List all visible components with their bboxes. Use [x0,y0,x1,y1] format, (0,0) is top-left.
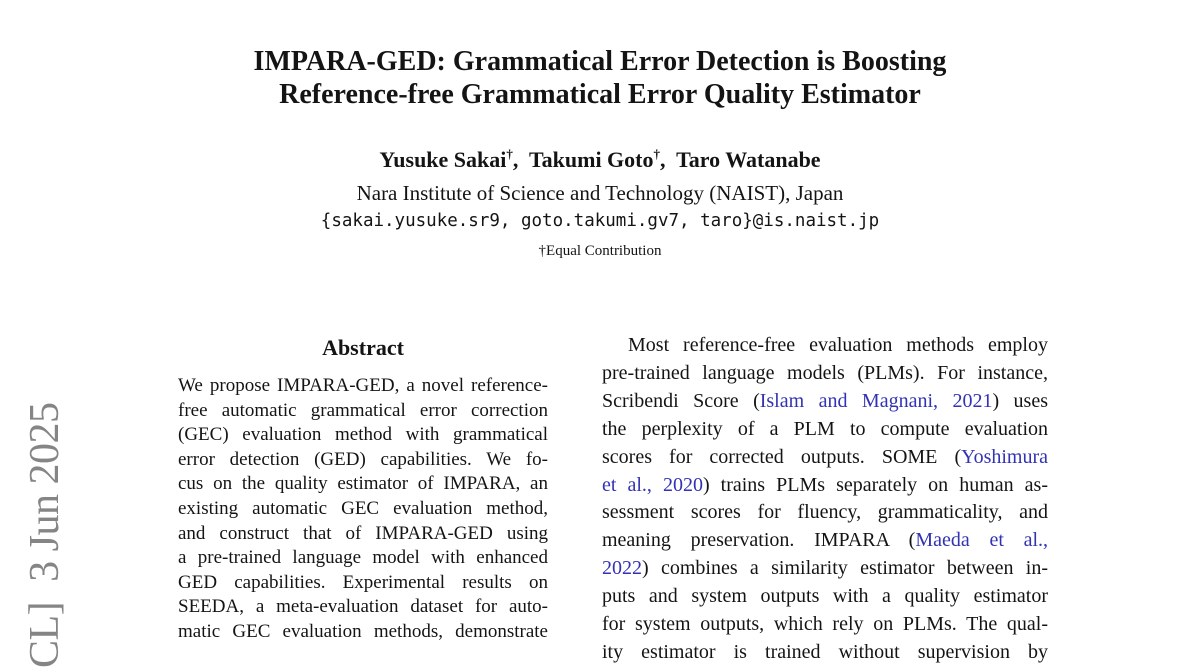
author-name: Yusuke Sakai [379,147,506,172]
author-name: , Takumi Goto [513,147,654,172]
abstract-section [178,334,548,645]
text-line [602,639,1048,667]
text-segment: cus on the quality estimator of IMPARA, an [178,473,548,494]
text-line [602,611,1048,639]
citation-link[interactable]: Islam and Magnani, 2021 [760,390,993,412]
text-line [178,546,548,571]
text-segment: error detection (GED) capabilities. We fo- [178,449,548,470]
text-segment: Most reference-free evaluation methods employ [628,334,1048,356]
text-segment: ) uses [992,390,1048,412]
text-segment: Scribendi Score ( [602,390,760,412]
text-segment: the perplexity of a PLM to compute evaluation [602,418,1048,440]
citation-link[interactable]: Yoshimura [961,446,1048,468]
text-line [178,497,548,522]
equal-contribution-note: †Equal Contribution [0,242,1200,260]
authors-line [0,147,1200,173]
text-line [178,374,548,399]
text-line [602,472,1048,500]
text-segment: and construct that of IMPARA-GED using [178,523,548,544]
citation-link[interactable]: 2022 [602,557,642,579]
text-line [178,448,548,473]
text-segment: ) trains PLMs separately on human as- [703,474,1048,496]
author-dagger: † [654,147,661,162]
affiliation: Nara Institute of Science and Technology (NAIST), Japan [0,181,1200,205]
text-segment: GED capabilities. Experimental results on [178,572,548,593]
text-segment: (GEC) evaluation method with grammatical [178,424,548,445]
text-line [602,499,1048,527]
text-segment: for system outputs, which rely on PLMs. The qual- [602,613,1048,635]
email-line: {sakai.yusuke.sr9, goto.takumi.gv7, taro}@is.naist.jp [0,210,1200,232]
text-segment: ity estimator is trained without supervision by [602,641,1048,663]
text-line [178,595,548,620]
citation-link[interactable]: et al., 2020 [602,474,703,496]
text-line [602,444,1048,472]
paper-title [0,45,1200,111]
abstract-text [178,374,548,645]
text-line [602,388,1048,416]
paper-title-line-2: Reference-free Grammatical Error Quality Estimator [0,78,1200,111]
text-line [602,583,1048,611]
text-segment: free automatic grammatical error correction [178,400,548,421]
text-line [178,571,548,596]
paper-title-line-1: IMPARA-GED: Grammatical Error Detection is Boosting [0,45,1200,78]
text-segment: meaning preservation. IMPARA ( [602,529,915,551]
text-line [602,332,1048,360]
text-segment: pre-trained language models (PLMs). For instance, [602,362,1048,384]
text-line [602,527,1048,555]
arxiv-stamp: CL] 3 Jun 2025 [22,403,68,668]
text-line [178,423,548,448]
text-line [602,360,1048,388]
text-segment: ) combines a similarity estimator between in- [642,557,1048,579]
intro-column [602,332,1048,667]
text-segment: scores for corrected outputs. SOME ( [602,446,961,468]
text-line [178,620,548,645]
text-segment: puts and system outputs with a quality estimator [602,585,1048,607]
text-segment: We propose IMPARA-GED, a novel reference- [178,375,548,396]
text-line [602,416,1048,444]
citation-link[interactable]: Maeda et al., [915,529,1048,551]
text-line [178,472,548,497]
author-name: , Taro Watanabe [660,147,821,172]
text-line [178,399,548,424]
text-segment: existing automatic GEC evaluation method, [178,498,548,519]
text-segment: a pre-trained language model with enhanced [178,547,548,568]
text-line [178,522,548,547]
text-segment: matic GEC evaluation methods, demonstrate [178,621,548,642]
text-segment: SEEDA, a meta-evaluation dataset for auto- [178,596,548,617]
text-segment: sessment scores for fluency, grammaticality, and [602,501,1048,523]
abstract-heading: Abstract [178,334,548,362]
author-dagger: † [506,147,513,162]
text-line [602,555,1048,583]
